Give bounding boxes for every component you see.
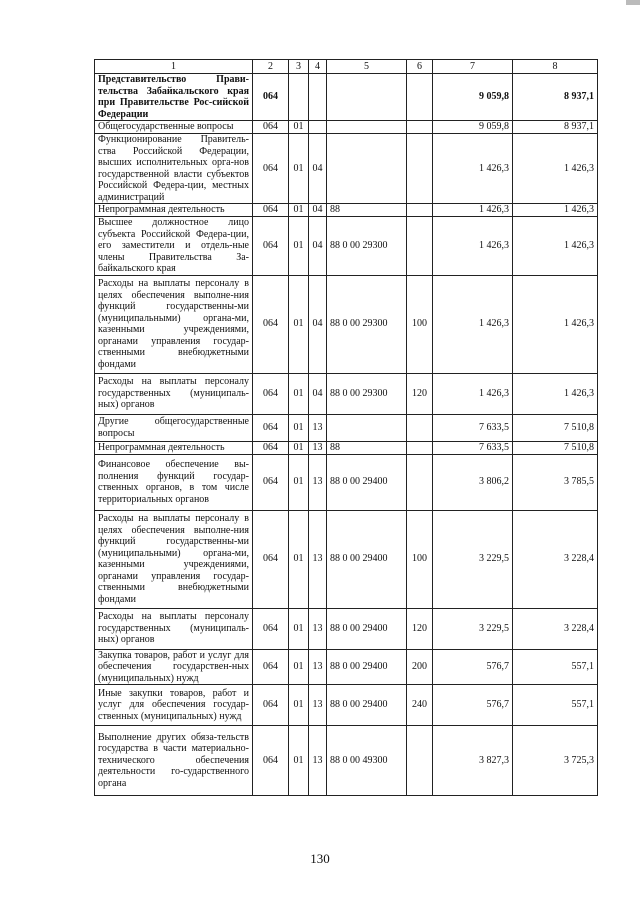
row-value-cell: 064 (253, 134, 289, 204)
row-value-cell (327, 134, 407, 204)
row-name-cell: Финансовое обеспечение вы-полнения функций государ-ственных органов, в том числе территориальных органов (95, 454, 253, 510)
row-value-cell (407, 74, 433, 121)
row-value-cell: 88 0 00 29400 (327, 510, 407, 608)
row-value-cell: 01 (289, 134, 309, 204)
row-value-cell: 88 0 00 49300 (327, 726, 407, 796)
row-value-cell: 01 (289, 217, 309, 276)
row-value-cell: 100 (407, 275, 433, 373)
row-value-cell: 01 (289, 726, 309, 796)
row-value-cell: 576,7 (433, 649, 513, 685)
header-cell: 7 (433, 60, 513, 74)
row-value-cell: 01 (289, 685, 309, 726)
row-value-cell: 064 (253, 726, 289, 796)
row-value-cell: 7 510,8 (513, 414, 598, 441)
row-value-cell: 3 228,4 (513, 608, 598, 649)
row-value-cell: 01 (289, 121, 309, 134)
row-value-cell: 7 633,5 (433, 441, 513, 454)
header-cell: 1 (95, 60, 253, 74)
row-value-cell: 557,1 (513, 685, 598, 726)
header-cell: 3 (289, 60, 309, 74)
row-value-cell: 01 (289, 441, 309, 454)
row-value-cell: 01 (289, 608, 309, 649)
row-value-cell: 01 (289, 510, 309, 608)
row-value-cell: 13 (309, 608, 327, 649)
row-value-cell: 13 (309, 726, 327, 796)
table-row (95, 685, 598, 726)
row-value-cell (309, 121, 327, 134)
row-name-cell: Функционирование Правитель-ства Российской Федерации, высших исполнительных орга-нов государственной власти субъектов Российской Федера-ции, местных администраций (95, 134, 253, 204)
row-value-cell (407, 454, 433, 510)
row-value-cell: 064 (253, 373, 289, 414)
row-value-cell: 200 (407, 649, 433, 685)
row-value-cell: 1 426,3 (433, 134, 513, 204)
row-value-cell: 01 (289, 204, 309, 217)
table-row (95, 74, 598, 121)
row-name-cell: Другие общегосударственные вопросы (95, 414, 253, 441)
row-value-cell: 9 059,8 (433, 121, 513, 134)
table-row (95, 441, 598, 454)
header-cell: 5 (327, 60, 407, 74)
row-value-cell: 120 (407, 373, 433, 414)
header-cell: 4 (309, 60, 327, 74)
row-value-cell (309, 74, 327, 121)
row-value-cell: 064 (253, 74, 289, 121)
row-value-cell (407, 134, 433, 204)
table-row (95, 134, 598, 204)
table-row (95, 726, 598, 796)
row-value-cell: 88 0 00 29400 (327, 649, 407, 685)
row-value-cell (289, 74, 309, 121)
row-value-cell: 13 (309, 441, 327, 454)
row-value-cell: 064 (253, 441, 289, 454)
row-value-cell: 064 (253, 685, 289, 726)
row-value-cell: 1 426,3 (433, 204, 513, 217)
header-cell: 2 (253, 60, 289, 74)
row-value-cell: 1 426,3 (513, 275, 598, 373)
row-value-cell: 3 229,5 (433, 608, 513, 649)
row-name-cell: Выполнение других обяза-тельств государства в части материально-технического обеспечения деятельности го-сударственного органа (95, 726, 253, 796)
header-cell: 6 (407, 60, 433, 74)
row-name-cell: Закупка товаров, работ и услуг для обеспечения государствен-ных (муниципальных) нужд (95, 649, 253, 685)
row-value-cell (327, 74, 407, 121)
row-name-cell: Расходы на выплаты персоналу в целях обеспечения выполне-ния функций государственны-ми (муниципальными) органа-ми, казенными учреждениями, органами управления государ-ственными внебюджетными фондами (95, 275, 253, 373)
row-name-cell: Непрограммная деятельность (95, 441, 253, 454)
row-value-cell: 04 (309, 134, 327, 204)
table-row (95, 414, 598, 441)
table-row (95, 510, 598, 608)
row-value-cell: 1 426,3 (513, 217, 598, 276)
row-value-cell: 13 (309, 454, 327, 510)
row-value-cell: 7 633,5 (433, 414, 513, 441)
row-value-cell: 9 059,8 (433, 74, 513, 121)
row-value-cell: 88 (327, 204, 407, 217)
row-value-cell: 88 0 00 29400 (327, 454, 407, 510)
row-value-cell: 88 (327, 441, 407, 454)
row-value-cell: 100 (407, 510, 433, 608)
row-name-cell: Расходы на выплаты персоналу государственных (муниципаль-ных) органов (95, 608, 253, 649)
row-value-cell: 064 (253, 649, 289, 685)
row-value-cell: 064 (253, 510, 289, 608)
row-value-cell: 88 0 00 29300 (327, 217, 407, 276)
row-value-cell: 557,1 (513, 649, 598, 685)
table-row (95, 121, 598, 134)
row-value-cell: 064 (253, 121, 289, 134)
row-name-cell: Иные закупки товаров, работ и услуг для обеспечения государ-ственных (муниципальных) нужд (95, 685, 253, 726)
page-number: 130 (310, 851, 330, 866)
row-value-cell: 3 229,5 (433, 510, 513, 608)
row-name-cell: Общегосударственные вопросы (95, 121, 253, 134)
table-row (95, 608, 598, 649)
row-value-cell: 576,7 (433, 685, 513, 726)
row-value-cell: 1 426,3 (433, 217, 513, 276)
row-value-cell (407, 441, 433, 454)
row-value-cell (407, 726, 433, 796)
row-value-cell: 3 806,2 (433, 454, 513, 510)
row-value-cell: 04 (309, 275, 327, 373)
row-value-cell: 01 (289, 649, 309, 685)
row-value-cell: 13 (309, 649, 327, 685)
row-value-cell: 01 (289, 373, 309, 414)
table-row (95, 649, 598, 685)
row-value-cell: 3 228,4 (513, 510, 598, 608)
row-value-cell (327, 121, 407, 134)
row-value-cell: 064 (253, 414, 289, 441)
row-value-cell: 8 937,1 (513, 74, 598, 121)
row-value-cell: 88 0 00 29400 (327, 608, 407, 649)
header-cell: 8 (513, 60, 598, 74)
row-value-cell: 1 426,3 (513, 134, 598, 204)
row-value-cell: 120 (407, 608, 433, 649)
row-value-cell: 064 (253, 275, 289, 373)
scan-edge-mark (626, 0, 640, 5)
row-value-cell (407, 414, 433, 441)
row-value-cell: 88 0 00 29300 (327, 275, 407, 373)
row-value-cell: 1 426,3 (513, 373, 598, 414)
row-value-cell: 1 426,3 (433, 373, 513, 414)
row-value-cell: 3 725,3 (513, 726, 598, 796)
row-value-cell: 064 (253, 454, 289, 510)
row-value-cell: 8 937,1 (513, 121, 598, 134)
row-value-cell: 88 0 00 29300 (327, 373, 407, 414)
row-value-cell: 04 (309, 217, 327, 276)
row-name-cell: Представительство Прави-тельства Забайкальского края при Правительстве Рос-сийской Федерации (95, 74, 253, 121)
row-value-cell: 13 (309, 510, 327, 608)
row-value-cell: 3 785,5 (513, 454, 598, 510)
table-row (95, 275, 598, 373)
table-row (95, 373, 598, 414)
row-value-cell: 1 426,3 (513, 204, 598, 217)
row-value-cell: 01 (289, 275, 309, 373)
table-header-row (95, 60, 598, 74)
row-name-cell: Расходы на выплаты персоналу государственных (муниципаль-ных) органов (95, 373, 253, 414)
row-value-cell (407, 204, 433, 217)
row-value-cell: 240 (407, 685, 433, 726)
row-value-cell (327, 414, 407, 441)
row-value-cell: 1 426,3 (433, 275, 513, 373)
row-value-cell: 04 (309, 204, 327, 217)
row-value-cell: 7 510,8 (513, 441, 598, 454)
budget-table (94, 59, 598, 796)
row-value-cell: 064 (253, 204, 289, 217)
row-value-cell: 13 (309, 414, 327, 441)
row-value-cell: 3 827,3 (433, 726, 513, 796)
table-row (95, 454, 598, 510)
row-value-cell: 064 (253, 217, 289, 276)
table-row (95, 204, 598, 217)
row-name-cell: Высшее должностное лицо субъекта Российской Федера-ции, его заместители и отдель-ные члены Правительства За-байкальского края (95, 217, 253, 276)
table-row (95, 217, 598, 276)
row-value-cell: 01 (289, 454, 309, 510)
row-value-cell: 88 0 00 29400 (327, 685, 407, 726)
row-value-cell (407, 121, 433, 134)
row-value-cell: 04 (309, 373, 327, 414)
row-value-cell: 01 (289, 414, 309, 441)
row-value-cell (407, 217, 433, 276)
row-value-cell: 13 (309, 685, 327, 726)
row-name-cell: Расходы на выплаты персоналу в целях обеспечения выполне-ния функций государственны-ми (муниципальными) органа-ми, казенными учреждениями, органами управления государ-ственными внебюджетными фондами (95, 510, 253, 608)
row-name-cell: Непрограммная деятельность (95, 204, 253, 217)
row-value-cell: 064 (253, 608, 289, 649)
